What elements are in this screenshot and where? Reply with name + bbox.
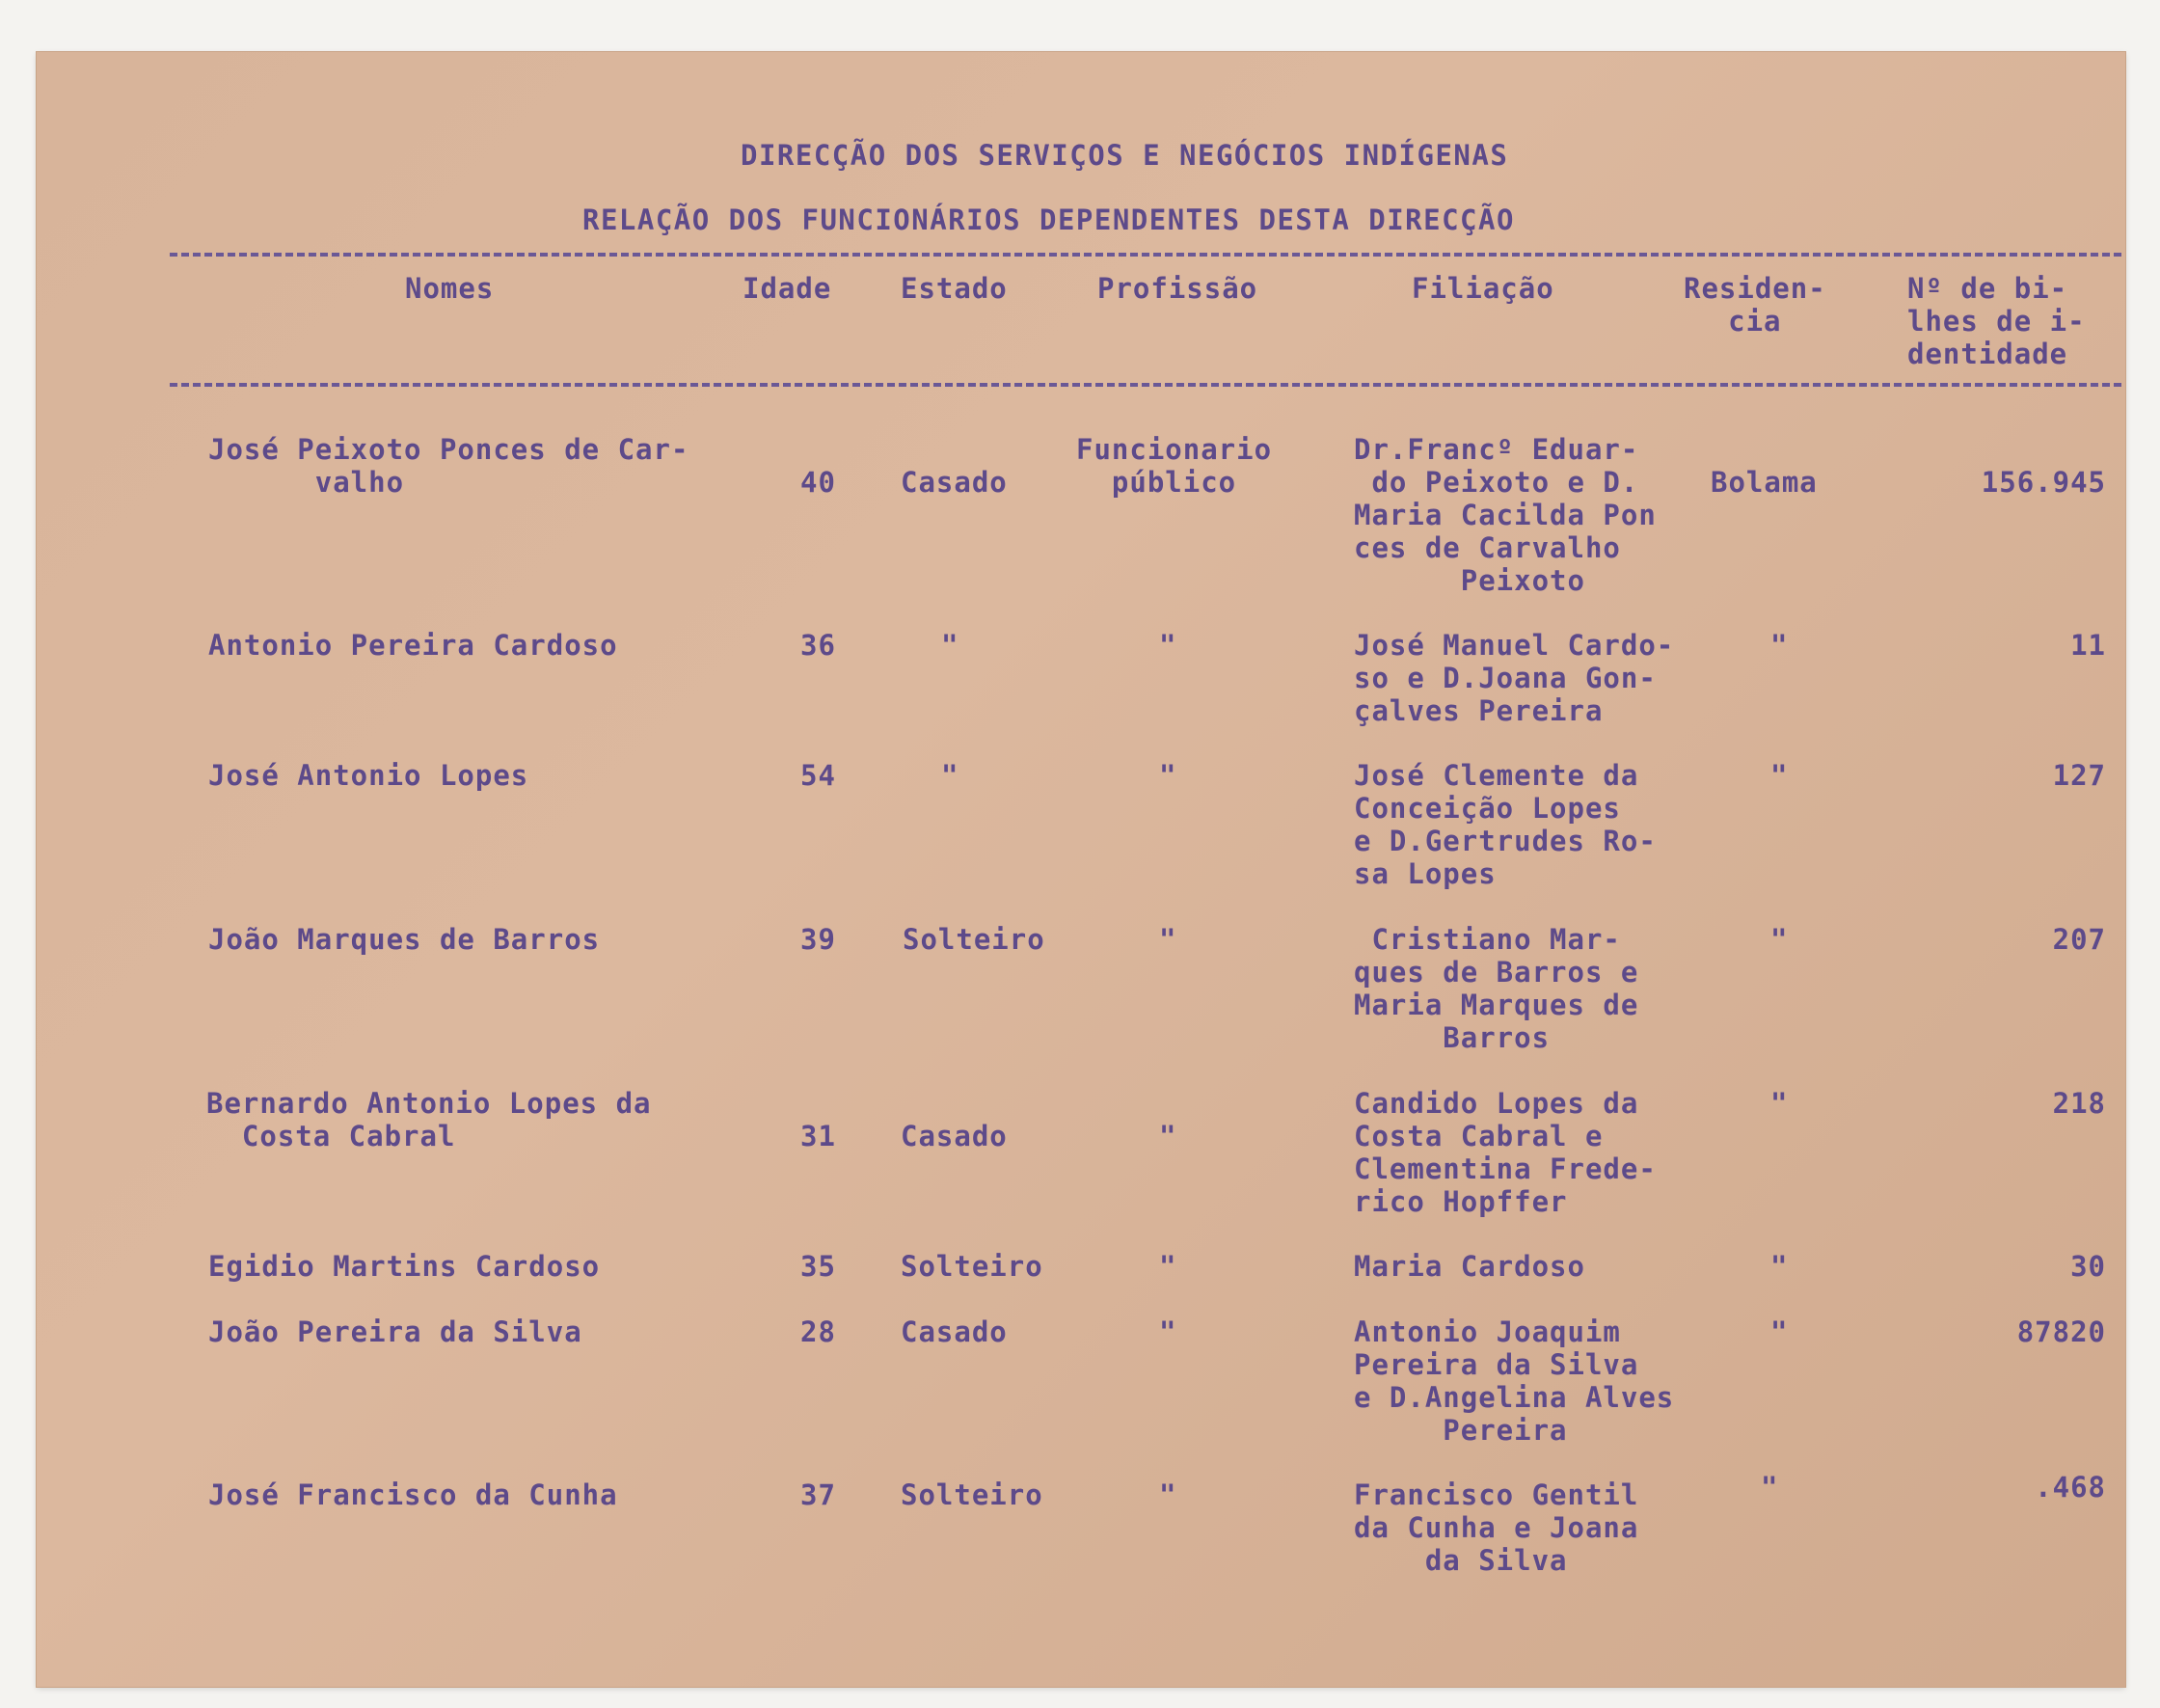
row-6-bilhete: 30 bbox=[2070, 1250, 2106, 1283]
document-title: DIRECÇÃO DOS SERVIÇOS E NEGÓCIOS INDÍGENAS bbox=[741, 139, 1509, 172]
row-3-estado: " bbox=[941, 759, 959, 792]
row-3-nome: José Antonio Lopes bbox=[208, 759, 529, 792]
row-2-bilhete: 11 bbox=[2070, 629, 2106, 662]
row-7-nome: João Pereira da Silva bbox=[208, 1315, 582, 1348]
row-4-residencia: " bbox=[1770, 923, 1789, 956]
row-1-estado: Casado bbox=[901, 466, 1008, 499]
header-profissao: Profissão bbox=[1097, 272, 1258, 305]
row-4-profissao: " bbox=[1159, 923, 1177, 956]
row-5-residencia: " bbox=[1770, 1087, 1789, 1120]
row-1-profissao: Funcionario público bbox=[1076, 433, 1273, 499]
row-6-filiacao: Maria Cardoso bbox=[1354, 1250, 1585, 1283]
row-4-estado: Solteiro bbox=[903, 923, 1045, 956]
row-5-profissao: " bbox=[1159, 1120, 1177, 1152]
row-5-nome: Bernardo Antonio Lopes da Costa Cabral bbox=[206, 1087, 652, 1152]
row-4-bilhete: 207 bbox=[2052, 923, 2106, 956]
row-5-filiacao: Candido Lopes da Costa Cabral e Clementina Frede- rico Hopffer bbox=[1354, 1087, 1657, 1218]
header-residencia: Residen- cia bbox=[1684, 272, 1826, 338]
row-1-idade: 40 bbox=[800, 466, 836, 499]
row-8-filiacao: Francisco Gentil da Cunha e Joana da Silva bbox=[1354, 1478, 1639, 1577]
row-6-nome: Egidio Martins Cardoso bbox=[208, 1250, 601, 1283]
row-8-bilhete: .468 bbox=[2035, 1471, 2106, 1504]
row-6-idade: 35 bbox=[800, 1250, 836, 1283]
row-6-residencia: " bbox=[1770, 1250, 1789, 1283]
row-4-nome: João Marques de Barros bbox=[208, 923, 601, 956]
header-top-rule bbox=[170, 253, 2121, 257]
row-8-profissao: " bbox=[1159, 1478, 1177, 1511]
row-3-idade: 54 bbox=[800, 759, 836, 792]
row-6-estado: Solteiro bbox=[901, 1250, 1043, 1283]
row-1-nome: José Peixoto Ponces de Car- valho bbox=[208, 433, 689, 499]
document-subtitle: RELAÇÃO DOS FUNCIONÁRIOS DEPENDENTES DESTA DIRECÇÃO bbox=[582, 203, 1515, 236]
row-2-filiacao: José Manuel Cardo- so e D.Joana Gon- çalves Pereira bbox=[1354, 629, 1675, 727]
row-3-filiacao: José Clemente da Conceição Lopes e D.Gertrudes Ro- sa Lopes bbox=[1354, 759, 1657, 890]
row-7-idade: 28 bbox=[800, 1315, 836, 1348]
row-8-nome: José Francisco da Cunha bbox=[208, 1478, 618, 1511]
row-7-bilhete: 87820 bbox=[2016, 1315, 2106, 1348]
row-1-bilhete: 156.945 bbox=[1981, 466, 2106, 499]
row-2-nome: Antonio Pereira Cardoso bbox=[208, 629, 618, 662]
row-8-residencia: " bbox=[1761, 1471, 1779, 1504]
row-7-residencia: " bbox=[1770, 1315, 1789, 1348]
header-nomes: Nomes bbox=[405, 272, 495, 305]
row-2-residencia: " bbox=[1770, 629, 1789, 662]
row-3-residencia: " bbox=[1770, 759, 1789, 792]
row-7-filiacao: Antonio Joaquim Pereira da Silva e D.Angelina Alves Pereira bbox=[1354, 1315, 1675, 1447]
row-2-idade: 36 bbox=[800, 629, 836, 662]
row-6-profissao: " bbox=[1159, 1250, 1177, 1283]
row-4-filiacao: Cristiano Mar- ques de Barros e Maria Marques de Barros bbox=[1354, 923, 1639, 1054]
header-idade: Idade bbox=[742, 272, 832, 305]
row-8-idade: 37 bbox=[800, 1478, 836, 1511]
row-2-profissao: " bbox=[1159, 629, 1177, 662]
header-estado: Estado bbox=[901, 272, 1008, 305]
row-8-estado: Solteiro bbox=[901, 1478, 1043, 1511]
row-7-estado: Casado bbox=[901, 1315, 1008, 1348]
row-3-profissao: " bbox=[1159, 759, 1177, 792]
row-7-profissao: " bbox=[1159, 1315, 1177, 1348]
row-5-bilhete: 218 bbox=[2052, 1087, 2106, 1120]
row-1-residencia: Bolama bbox=[1711, 466, 1818, 499]
row-2-estado: " bbox=[941, 629, 959, 662]
header-filiacao: Filiação bbox=[1412, 272, 1554, 305]
row-5-estado: Casado bbox=[901, 1120, 1008, 1152]
row-3-bilhete: 127 bbox=[2052, 759, 2106, 792]
row-4-idade: 39 bbox=[800, 923, 836, 956]
header-bottom-rule bbox=[170, 383, 2121, 387]
row-1-filiacao: Dr.Francº Eduar- do Peixoto e D. Maria Cacilda Pon ces de Carvalho Peixoto bbox=[1354, 433, 1657, 597]
header-bilhete: Nº de bi- lhes de i- dentidade bbox=[1907, 272, 2086, 370]
row-5-idade: 31 bbox=[800, 1120, 836, 1152]
